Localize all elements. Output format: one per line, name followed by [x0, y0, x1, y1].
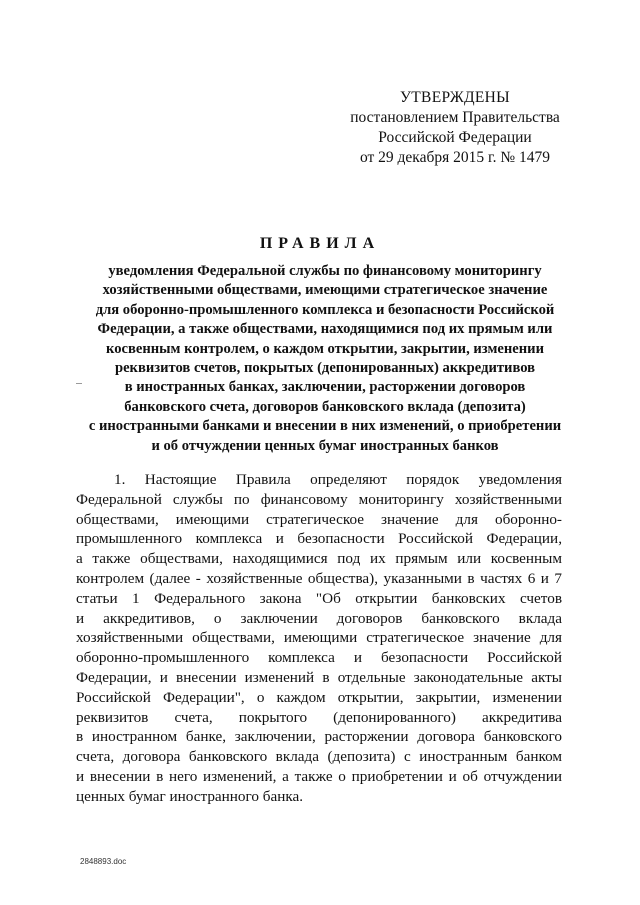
subtitle-line: Федерации, а также обществами, находящимися под их прямым или: [97, 321, 553, 338]
paragraph-line: оборонно-промышленного комплекса и безопасности Российской: [76, 649, 562, 667]
approval-line: постановлением Правительства: [350, 109, 560, 126]
paragraph-1: [76, 470, 562, 807]
paragraph-line: а также обществами, находящимися под их прямым или косвенным: [76, 550, 562, 568]
subtitle-line: и об отчуждении ценных бумаг иностранных банков: [151, 437, 499, 454]
approval-line: Российской Федерации: [378, 129, 532, 146]
approval-date-line: от 29 декабря 2015 г. № 1479: [359, 149, 551, 166]
paragraph-line: статьи 1 Федерального закона "Об открытии банковских счетов: [76, 589, 562, 607]
subtitle-line: с иностранными банками и внесении в них изменений, о приобретении: [88, 418, 562, 435]
approval-heading: УТВЕРЖДЕНЫ: [400, 89, 510, 106]
paragraph-line: и внесении в него изменений, а также о приобретении и об отчуждении: [76, 767, 562, 785]
paragraph-line: и аккредитивов, о заключении договоров банковского вклада: [76, 609, 562, 627]
subtitle-line: хозяйственными обществами, имеющими стратегическое значение: [102, 282, 548, 299]
paragraph-line: реквизитов счета, покрытого (депонированного) аккредитива: [76, 708, 562, 726]
document-subtitle: [60, 262, 590, 456]
document-title: ПРАВИЛА: [259, 235, 381, 252]
paragraph-line: промышленного комплекса и безопасности Российской Федерации,: [76, 530, 562, 548]
subtitle-line: в иностранных банках, заключении, расторжении договоров: [124, 379, 526, 396]
paragraph-line: обществами, имеющими стратегическое значение для оборонно-: [76, 510, 562, 528]
subtitle-line: косвенным контролем, о каждом открытии, закрытии, изменении: [106, 340, 544, 357]
paragraph-line: хозяйственными обществами, имеющими стратегическое значение для: [76, 629, 562, 647]
paragraph-line: контролем (далее - хозяйственные общества), указанными в частях 6 и 7: [76, 569, 562, 587]
subtitle-line: для оборонно-промышленного комплекса и безопасности Российской: [95, 301, 555, 318]
paragraph-line: Российской Федерации", о каждом открытии, закрытии, изменении: [76, 688, 562, 706]
paragraph-line: Федерации, и внесении изменений в отдельные законодательные акты: [76, 668, 562, 686]
subtitle-line: банковского счета, договоров банковского вклада (депозита): [124, 398, 526, 415]
subtitle-line: уведомления Федеральной службы по финансовому мониторингу: [108, 263, 542, 279]
paragraph-line: счета, договора банковского вклада (депозита) с иностранным банком: [76, 748, 562, 766]
approval-stamp: [340, 88, 570, 168]
paragraph-line: Федеральной службы по финансовому мониторингу хозяйственными: [76, 490, 562, 508]
subtitle-line: реквизитов счетов, покрытых (депонированных) аккредитивов: [114, 360, 536, 377]
file-name-footer: 2848893.doc: [80, 857, 127, 866]
paragraph-line: ценных бумаг иностранного банка.: [76, 787, 304, 805]
paragraph-line: 1. Настоящие Правила определяют порядок уведомления: [114, 471, 562, 488]
paragraph-line: в иностранном банке, заключении, расторжении договора банковского: [76, 728, 562, 746]
scan-artifact: [76, 383, 82, 384]
